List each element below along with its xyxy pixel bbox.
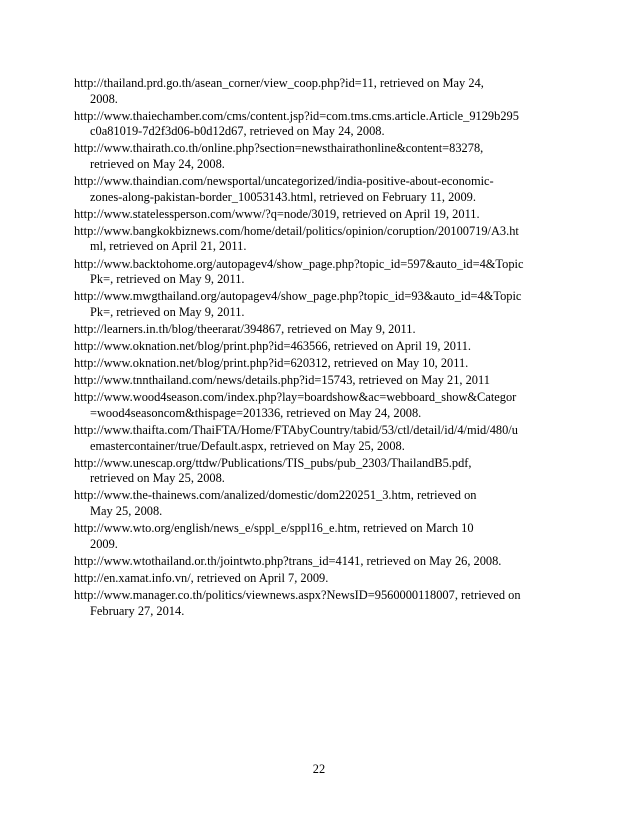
reference-entry: http://www.oknation.net/blog/print.php?id=463566, retrieved on April 19, 2011. [74,339,472,353]
reference-entry: http://www.manager.co.th/politics/viewnews.aspx?NewsID=9560000118007, retrieved on February 27, 2014. [74,587,521,618]
reference-entry: http://www.unescap.org/ttdw/Publications/TIS_pubs/pub_2303/ThailandB5.pdf, retrieved on May 25, 2008. [74,455,472,486]
reference-entry: http://thailand.prd.go.th/asean_corner/view_coop.php?id=11, retrieved on May 24, 2008. [74,76,484,106]
reference-entry: http://www.oknation.net/blog/print.php?id=620312, retrieved on May 10, 2011. [74,356,469,371]
reference-list [74,76,540,621]
reference-entry: http://www.mwgthailand.org/autopagev4/show_page.php?topic_id=93&auto_id=4&Topic Pk=, retrieved on May 9, 2011. [74,289,522,319]
reference-entry: http://www.the-thainews.com/analized/domestic/dom220251_3.htm, retrieved on May 25, 2008. [74,488,477,518]
reference-entry: http://www.wood4season.com/index.php?lay=boardshow&ac=webboard_show&Categor =wood4seasoncom&thispage=201336, retrieved on May 24, 2008. [74,390,517,420]
reference-entry: http://learners.in.th/blog/theerarat/394867, retrieved on May 9, 2011. [74,321,416,336]
reference-entry: http://www.wto.org/english/news_e/sppl_e/sppl16_e.htm, retrieved on March 10 2009. [74,521,474,551]
reference-entry: http://www.thairath.co.th/online.php?section=newsthairathonline&content=83278, retrieved on May 24, 2008. [74,141,484,171]
reference-entry: http://en.xamat.info.vn/, retrieved on April 7, 2009. [74,570,329,585]
reference-entry: http://www.tnnthailand.com/news/details.php?id=15743, retrieved on May 21, 2011 [74,373,490,388]
reference-entry: http://www.statelessperson.com/www/?q=node/3019, retrieved on April 19, 2011. [74,206,480,221]
reference-entry: http://www.backtohome.org/autopagev4/show_page.php?topic_id=597&auto_id=4&Topic Pk=, retrieved on May 9, 2011. [74,256,524,287]
reference-entry: http://www.bangkokbiznews.com/home/detail/politics/opinion/coruption/20100719/A3.ht ml, retrieved on April 21, 2011. [74,223,519,254]
reference-entry: http://www.thaindian.com/newsportal/uncategorized/india-positive-about-economic- zones-along-pakistan-border_10053143.html, retrieved on February 11, 2009. [74,174,494,204]
reference-entry: http://www.wtothailand.or.th/jointwto.php?trans_id=4141, retrieved on May 26, 2008. [74,553,502,568]
reference-entry: http://www.thaiechamber.com/cms/content.jsp?id=com.tms.cms.article.Article_9129b295 c0a81019-7d2f3d06-b0d12d67, retrieved on May 24, 2008. [74,108,519,139]
reference-entry: http://www.thaifta.com/ThaiFTA/Home/FTAbyCountry/tabid/53/ctl/detail/id/4/mid/480/u emastercontainer/true/Default.aspx, retrieved on May 25, 2008. [74,422,518,453]
page-number: 22 [312,762,326,776]
